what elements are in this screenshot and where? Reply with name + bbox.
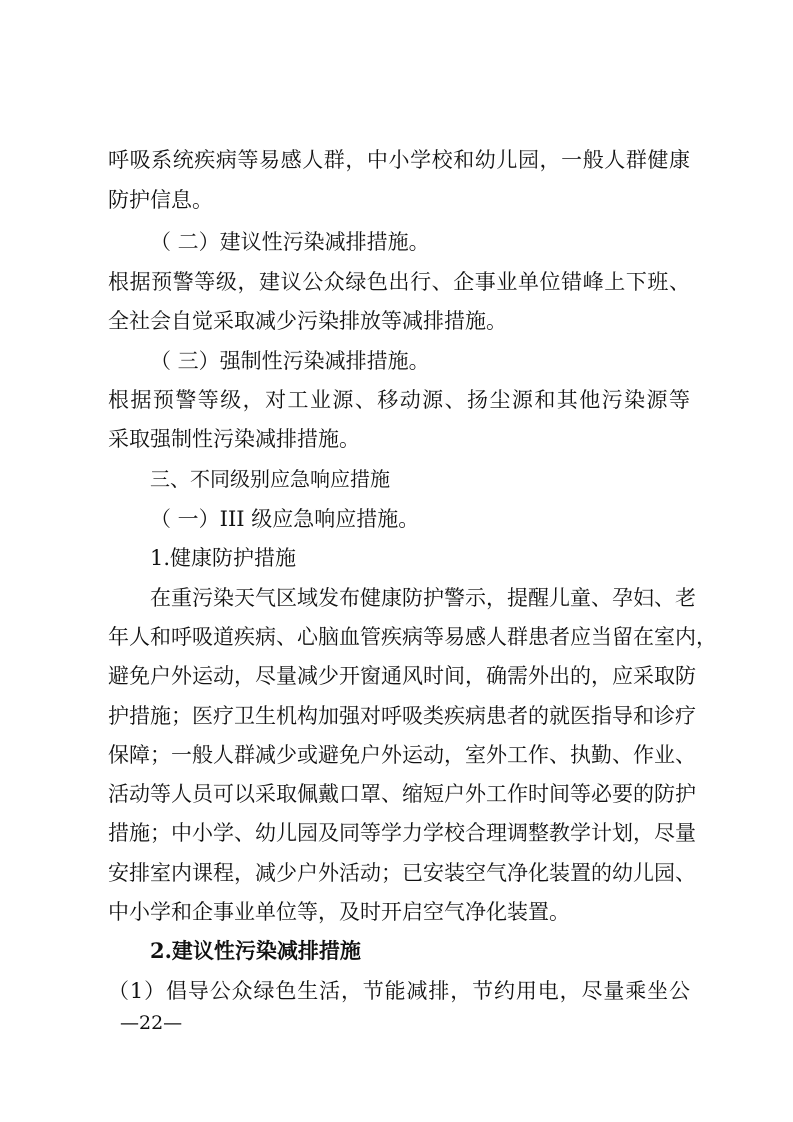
text-line: 活动等人员可以采取佩戴口罩、缩短户外工作时间等必要的防护 bbox=[108, 782, 696, 806]
subsection-heading: 1.健康防护措施 bbox=[150, 546, 297, 570]
text-line: 全社会自觉采取减少污染排放等减排措施。 bbox=[108, 309, 507, 333]
subsection-heading: 2.建议性污染减排措施 bbox=[150, 938, 361, 963]
text-line: 护措施；医疗卫生机构加强对呼吸类疾病患者的就医指导和诊疗 bbox=[108, 704, 696, 728]
text-line: 根据预警等级，建议公众绿色出行、企事业单位错峰上下班、 bbox=[108, 270, 690, 294]
text-line: 中小学和企事业单位等，及时开启空气净化装置。 bbox=[108, 900, 570, 924]
page-number: —22— bbox=[120, 1012, 183, 1034]
section-heading: （ 一）III 级应急响应措施。 bbox=[150, 507, 420, 531]
text-line: 呼吸系统疾病等易感人群，中小学校和幼儿园，一般人群健康 bbox=[108, 148, 690, 172]
text-line: 根据预警等级，对工业源、移动源、扬尘源和其他污染源等 bbox=[108, 388, 690, 412]
text-line: 措施；中小学、幼儿园及同等学力学校合理调整教学计划，尽量 bbox=[108, 821, 696, 845]
text-line: 在重污染天气区域发布健康防护警示，提醒儿童、孕妇、老 bbox=[150, 586, 696, 610]
text-line: 防护信息。 bbox=[108, 188, 213, 212]
text-line: 年人和呼吸道疾病、心脑血管疾病等易感人群患者应当留在室内， bbox=[108, 625, 717, 649]
text-line: 安排室内课程，减少户外活动；已安装空气净化装置的幼儿园、 bbox=[108, 861, 696, 885]
text-line: 保障；一般人群减少或避免户外运动，室外工作、执勤、作业、 bbox=[108, 743, 696, 767]
text-line: 采取强制性污染减排措施。 bbox=[108, 427, 360, 451]
text-line: （1）倡导公众绿色生活，节能减排，节约用电，尽量乘坐公 bbox=[108, 979, 690, 1003]
text-line: 避免户外运动，尽量减少开窗通风时间，确需外出的，应采取防 bbox=[108, 664, 696, 688]
section-heading: （ 三）强制性污染减排措施。 bbox=[150, 349, 430, 373]
section-heading: （ 二）建议性污染减排措施。 bbox=[150, 230, 430, 254]
chapter-heading: 三、不同级别应急响应措施 bbox=[150, 467, 390, 491]
